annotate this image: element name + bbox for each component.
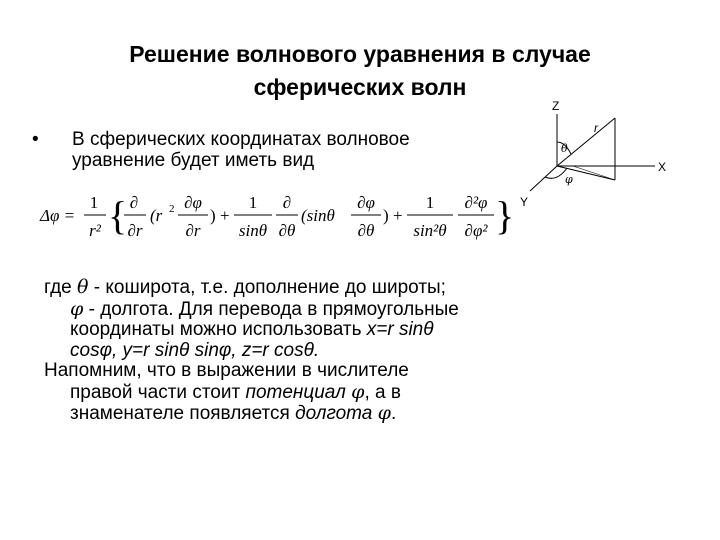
- axis-y-label: Y: [520, 195, 529, 209]
- conversion-formulas: x=r sinθ cosφ, y=r sinθ sinφ, z=r cosθ.: [70, 319, 434, 361]
- slide-title: [70, 38, 650, 104]
- paragraph-coordinates: [44, 277, 464, 361]
- formula-dphi2-den: ∂θ: [357, 221, 375, 240]
- formula-plus2: +: [393, 206, 403, 225]
- formula-t2-den: sinθ: [238, 221, 268, 240]
- bullet-text: В сферических координатах волновое уравнение будет иметь вид: [72, 129, 410, 171]
- formula-dphi2-num: ∂φ: [357, 193, 375, 212]
- phi-symbol: φ: [70, 297, 84, 320]
- p2-text-a: Напомним, что в выражении в числителе правой части стоит: [44, 360, 409, 403]
- paragraph-reminder: [44, 361, 464, 425]
- theta-symbol: θ: [77, 276, 89, 298]
- formula-lhs: Δφ =: [40, 206, 76, 225]
- phi-symbol-potential: φ: [351, 380, 365, 403]
- bullet-dot-icon: •: [32, 129, 39, 150]
- phi-symbol-longitude: φ: [377, 402, 391, 424]
- p1-text-b: - коширота, т.е. дополнение до широты;: [88, 277, 446, 298]
- formula-d2-den: ∂θ: [278, 221, 296, 240]
- formula-sin-open: (sinθ: [301, 206, 335, 225]
- p2-text-b: , а в знаменателе появляется: [70, 381, 401, 424]
- formula-d1-den: ∂r: [127, 221, 143, 240]
- p1-text-a: где: [44, 277, 78, 298]
- title-line-1: Решение волнового уравнения в случае: [129, 41, 591, 67]
- potential-word: потенциал: [245, 381, 352, 403]
- formula-plus1: +: [220, 206, 230, 225]
- axis-z-label: Z: [552, 99, 560, 113]
- formula-close1: ): [210, 206, 216, 225]
- formula-brace-close: }: [495, 193, 515, 238]
- title-line-2: сферических волн: [253, 74, 467, 100]
- radius-label: r: [594, 121, 598, 135]
- formula-sup2: 2: [169, 203, 175, 215]
- formula-dphi-num: ∂φ: [184, 193, 202, 212]
- formula-dphi-den: ∂r: [185, 221, 201, 240]
- longitude-word: долгота: [295, 403, 378, 424]
- formula-d3-num: ∂²φ: [464, 193, 488, 212]
- spherical-coordinates-diagram: [505, 96, 675, 216]
- explanation-text: [44, 277, 464, 425]
- formula-t1-den: r²: [89, 221, 101, 240]
- formula-t3-den: sin²θ: [413, 221, 447, 240]
- formula-d2-num: ∂: [282, 193, 292, 212]
- formula-d3-den: ∂φ²: [464, 221, 488, 240]
- p2-end: .: [390, 403, 397, 424]
- formula-d1-num: ∂: [129, 193, 139, 212]
- formula-r2: (r: [150, 206, 163, 225]
- axis-x-label: X: [658, 160, 667, 174]
- formula-brace-open: {: [108, 193, 128, 238]
- wave-equation-formula: [36, 186, 515, 244]
- theta-angle-label: θ: [561, 142, 568, 155]
- p1-text-c: - долгота. Для перевода в прямоугольные координаты можно использовать: [70, 298, 459, 340]
- formula-t2-num: 1: [248, 193, 258, 212]
- formula-t3-num: 1: [425, 193, 435, 212]
- formula-t1-num: 1: [89, 193, 99, 212]
- phi-angle-label: φ: [565, 173, 573, 186]
- formula-close2: ): [383, 206, 389, 225]
